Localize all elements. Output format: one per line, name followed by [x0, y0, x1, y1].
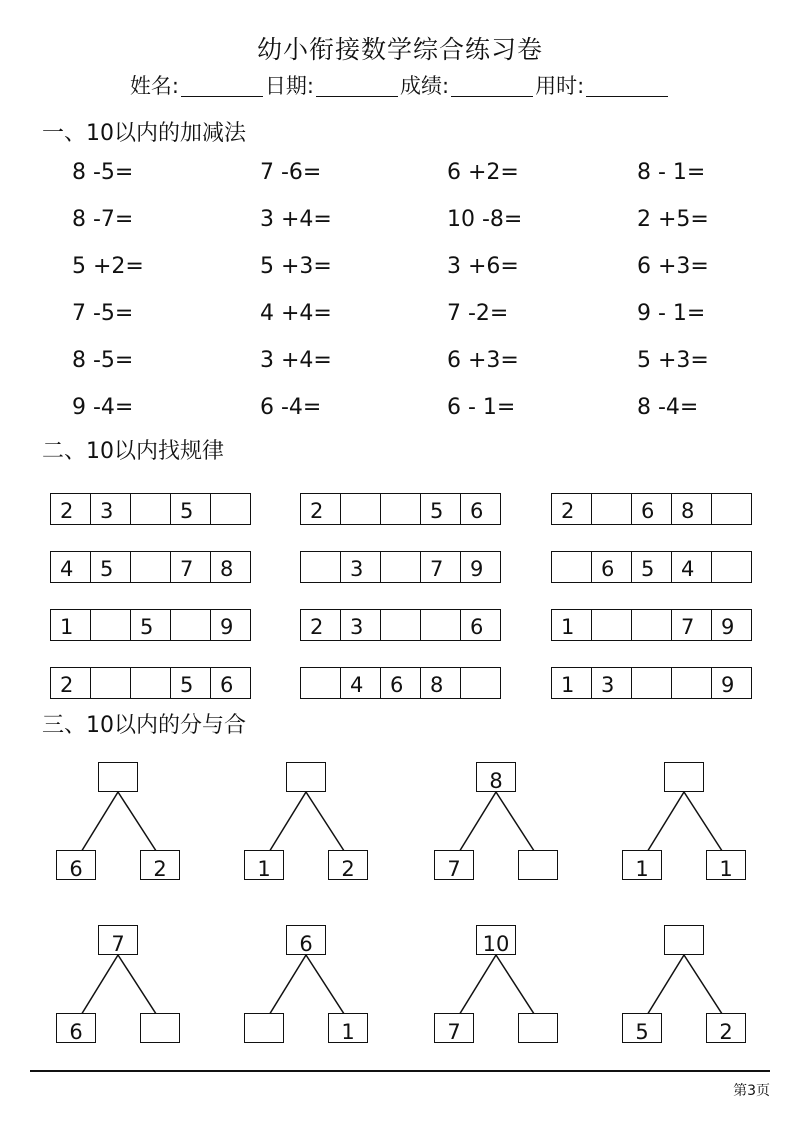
bond-line-right: [684, 792, 726, 857]
pattern-number-cell: 8: [671, 494, 711, 524]
pattern-number-cell: 3: [591, 668, 631, 698]
score-field[interactable]: [400, 70, 535, 100]
page-number: 第3页: [733, 1083, 770, 1099]
pattern-number-cell: 5: [631, 552, 671, 582]
pattern-number-cell: 9: [711, 668, 751, 698]
pattern-number-cell: 5: [130, 610, 170, 640]
pattern-number-cell: 7: [170, 552, 210, 582]
pattern-blank-cell[interactable]: [631, 610, 671, 640]
pattern-number-cell: 1: [551, 610, 591, 640]
equation-item[interactable]: 6 - 1=: [447, 395, 516, 420]
pattern-blank-cell[interactable]: [380, 494, 420, 524]
pattern-blank-cell[interactable]: [90, 668, 130, 698]
pattern-blank-cell[interactable]: [90, 610, 130, 640]
bond-right-box[interactable]: [518, 1013, 558, 1043]
pattern-number-cell: 5: [170, 668, 210, 698]
number-bond: [604, 762, 764, 882]
equation-item[interactable]: 5 +3=: [637, 348, 709, 373]
pattern-blank-cell[interactable]: [711, 494, 751, 524]
bond-line-right: [118, 792, 160, 857]
equation-item[interactable]: 6 +3=: [637, 254, 709, 279]
pattern-sequence: [50, 667, 251, 699]
pattern-blank-cell[interactable]: [130, 668, 170, 698]
equation-item[interactable]: 7 -5=: [72, 301, 134, 326]
pattern-number-cell: 7: [420, 552, 460, 582]
bond-line-left: [644, 792, 684, 857]
bond-line-left: [456, 955, 496, 1020]
bond-right-box: 2: [706, 1013, 746, 1043]
pattern-blank-cell[interactable]: [300, 668, 340, 698]
bond-line-right: [306, 955, 348, 1020]
name-label: 姓名:: [129, 74, 179, 98]
score-label: 成绩:: [400, 74, 450, 98]
pattern-number-cell: 3: [90, 494, 130, 524]
bond-left-box: 7: [434, 1013, 474, 1043]
bond-top-box: 7: [98, 925, 138, 955]
time-label: 用时:: [535, 74, 585, 98]
name-field[interactable]: [130, 70, 265, 100]
equation-item[interactable]: 10 -8=: [447, 207, 523, 232]
score-blank[interactable]: [451, 74, 533, 97]
bond-line-left: [266, 955, 306, 1020]
bond-right-box: 1: [328, 1013, 368, 1043]
pattern-sequence: [551, 493, 752, 525]
equation-item[interactable]: 8 - 1=: [637, 160, 706, 185]
equation-item[interactable]: 3 +6=: [447, 254, 519, 279]
bond-line-left: [266, 792, 306, 857]
pattern-number-cell: 4: [671, 552, 711, 582]
pattern-number-cell: 9: [460, 552, 500, 582]
pattern-blank-cell[interactable]: [551, 552, 591, 582]
pattern-blank-cell[interactable]: [711, 552, 751, 582]
bond-right-box: 2: [140, 850, 180, 880]
equation-item[interactable]: 8 -7=: [72, 207, 134, 232]
equation-item[interactable]: 2 +5=: [637, 207, 709, 232]
pattern-number-cell: 6: [210, 668, 250, 698]
pattern-sequence: [50, 493, 251, 525]
equation-item[interactable]: 3 +4=: [260, 348, 332, 373]
bond-left-box[interactable]: [244, 1013, 284, 1043]
footer-divider: [30, 1070, 770, 1072]
pattern-blank-cell[interactable]: [631, 668, 671, 698]
number-bond: [38, 925, 198, 1045]
pattern-blank-cell[interactable]: [130, 494, 170, 524]
pattern-number-cell: 2: [551, 494, 591, 524]
section-title-decompose: 三、10以内的分与合: [42, 713, 246, 738]
bond-top-box: 8: [476, 762, 516, 792]
date-label: 日期:: [264, 74, 314, 98]
pattern-number-cell: 3: [340, 610, 380, 640]
pattern-sequence: [300, 667, 501, 699]
bond-right-box[interactable]: [518, 850, 558, 880]
pattern-sequence: [551, 551, 752, 583]
pattern-blank-cell[interactable]: [380, 552, 420, 582]
equation-item[interactable]: 6 +3=: [447, 348, 519, 373]
equation-item[interactable]: 7 -2=: [447, 301, 509, 326]
pattern-number-cell: 2: [50, 668, 90, 698]
equation-item[interactable]: 5 +2=: [72, 254, 144, 279]
pattern-blank-cell[interactable]: [591, 494, 631, 524]
equation-item[interactable]: 9 -4=: [72, 395, 134, 420]
bond-right-box[interactable]: [140, 1013, 180, 1043]
pattern-number-cell: 6: [591, 552, 631, 582]
pattern-number-cell: 5: [170, 494, 210, 524]
page-title: 幼小衔接数学综合练习卷: [256, 35, 543, 64]
bond-top-box: 6: [286, 925, 326, 955]
pattern-sequence: [300, 493, 501, 525]
number-bond: [38, 762, 198, 882]
pattern-sequence: [300, 609, 501, 641]
number-bond: [416, 925, 576, 1045]
pattern-number-cell: 9: [210, 610, 250, 640]
pattern-number-cell: 6: [380, 668, 420, 698]
pattern-blank-cell[interactable]: [300, 552, 340, 582]
equation-item[interactable]: 9 - 1=: [637, 301, 706, 326]
bond-line-right: [496, 955, 538, 1020]
pattern-number-cell: 9: [711, 610, 751, 640]
bond-line-right: [496, 792, 538, 857]
equation-item[interactable]: 8 -5=: [72, 348, 134, 373]
pattern-sequence: [551, 667, 752, 699]
pattern-sequence: [300, 551, 501, 583]
bond-line-right: [118, 955, 160, 1020]
pattern-number-cell: 1: [50, 610, 90, 640]
bond-left-box: 5: [622, 1013, 662, 1043]
pattern-sequence: [50, 551, 251, 583]
pattern-number-cell: 2: [300, 494, 340, 524]
equation-item[interactable]: 8 -4=: [637, 395, 699, 420]
pattern-blank-cell[interactable]: [210, 494, 250, 524]
bond-left-box: 1: [244, 850, 284, 880]
bond-line-left: [78, 955, 118, 1020]
bond-right-box: 1: [706, 850, 746, 880]
date-blank[interactable]: [316, 74, 398, 97]
bond-left-box: 6: [56, 850, 96, 880]
pattern-number-cell: 4: [340, 668, 380, 698]
pattern-blank-cell[interactable]: [671, 668, 711, 698]
bond-top-box[interactable]: [664, 762, 704, 792]
bond-left-box: 6: [56, 1013, 96, 1043]
number-bond: [604, 925, 764, 1045]
equation-item[interactable]: 6 +2=: [447, 160, 519, 185]
pattern-number-cell: 8: [420, 668, 460, 698]
bond-line-left: [456, 792, 496, 857]
pattern-number-cell: 6: [631, 494, 671, 524]
time-field[interactable]: [535, 70, 670, 100]
bond-line-right: [684, 955, 726, 1020]
pattern-number-cell: 8: [210, 552, 250, 582]
equation-item[interactable]: 6 -4=: [260, 395, 322, 420]
info-row: [0, 70, 800, 100]
equation-item[interactable]: 5 +3=: [260, 254, 332, 279]
bond-top-box[interactable]: [98, 762, 138, 792]
pattern-number-cell: 5: [420, 494, 460, 524]
bond-left-box: 1: [622, 850, 662, 880]
bond-top-box: 10: [476, 925, 516, 955]
name-blank[interactable]: [181, 74, 263, 97]
equation-item[interactable]: 8 -5=: [72, 160, 134, 185]
section-title-addsub: 一、10以内的加减法: [42, 121, 246, 146]
pattern-number-cell: 3: [340, 552, 380, 582]
pattern-sequence: [50, 609, 251, 641]
equation-item[interactable]: 7 -6=: [260, 160, 322, 185]
pattern-sequence: [551, 609, 752, 641]
pattern-number-cell: 7: [671, 610, 711, 640]
pattern-blank-cell[interactable]: [130, 552, 170, 582]
pattern-number-cell: 2: [300, 610, 340, 640]
bond-line-left: [78, 792, 118, 857]
bond-left-box: 7: [434, 850, 474, 880]
section-title-pattern: 二、10以内找规律: [42, 439, 224, 464]
pattern-number-cell: 1: [551, 668, 591, 698]
time-blank[interactable]: [586, 74, 668, 97]
equation-item[interactable]: 3 +4=: [260, 207, 332, 232]
equation-item[interactable]: 4 +4=: [260, 301, 332, 326]
pattern-blank-cell[interactable]: [380, 610, 420, 640]
bond-right-box: 2: [328, 850, 368, 880]
pattern-blank-cell[interactable]: [460, 668, 500, 698]
bond-line-right: [306, 792, 348, 857]
pattern-blank-cell[interactable]: [340, 494, 380, 524]
pattern-blank-cell[interactable]: [591, 610, 631, 640]
number-bond: [226, 925, 386, 1045]
date-field[interactable]: [265, 70, 400, 100]
bond-line-left: [644, 955, 684, 1020]
pattern-number-cell: 4: [50, 552, 90, 582]
bond-top-box[interactable]: [664, 925, 704, 955]
pattern-number-cell: 5: [90, 552, 130, 582]
number-bond: [226, 762, 386, 882]
pattern-number-cell: 6: [460, 494, 500, 524]
pattern-blank-cell[interactable]: [170, 610, 210, 640]
number-bond: [416, 762, 576, 882]
bond-top-box[interactable]: [286, 762, 326, 792]
pattern-number-cell: 6: [460, 610, 500, 640]
pattern-blank-cell[interactable]: [420, 610, 460, 640]
pattern-number-cell: 2: [50, 494, 90, 524]
